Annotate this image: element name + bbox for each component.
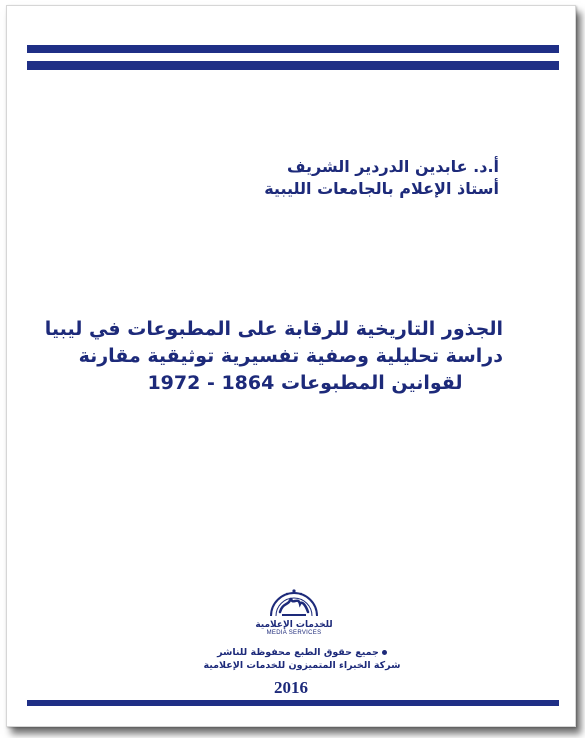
top-rule-second [27,61,559,70]
author-name: أ.د. عابدين الدردير الشريف [286,157,499,176]
logo-arabic-caption: للخدمات الإعلامية [255,620,333,630]
publisher-logo [251,582,337,642]
publisher-emblem-icon [265,582,323,620]
rights-notice [177,646,427,659]
title-line-1: الجذور التاريخية للرقابة على المطبوعات في ليبيا [44,318,503,340]
top-rule-thick [27,45,559,53]
author-block [264,156,499,200]
title-line-3: لقوانين المطبوعات 1864 - 1972 [147,372,463,394]
publisher-company: شركة الخبراء المتميزون للخدمات الإعلامية [203,660,401,671]
logo-english-caption: MEDIA SERVICES [266,630,322,636]
book-cover-page [6,5,576,727]
bottom-rule [27,700,559,706]
bullet-dot-icon [382,650,387,655]
publisher-rights [177,646,427,672]
publication-year: 2016 [274,678,308,697]
rights-text: جميع حقوق الطبع محفوظة للناشر [217,647,379,658]
book-title [44,316,503,397]
title-line-2: دراسة تحليلية وصفية تفسيرية توثيقية مقارنة [78,345,503,367]
author-role: أستاذ الإعلام بالجامعات الليبية [264,179,499,198]
